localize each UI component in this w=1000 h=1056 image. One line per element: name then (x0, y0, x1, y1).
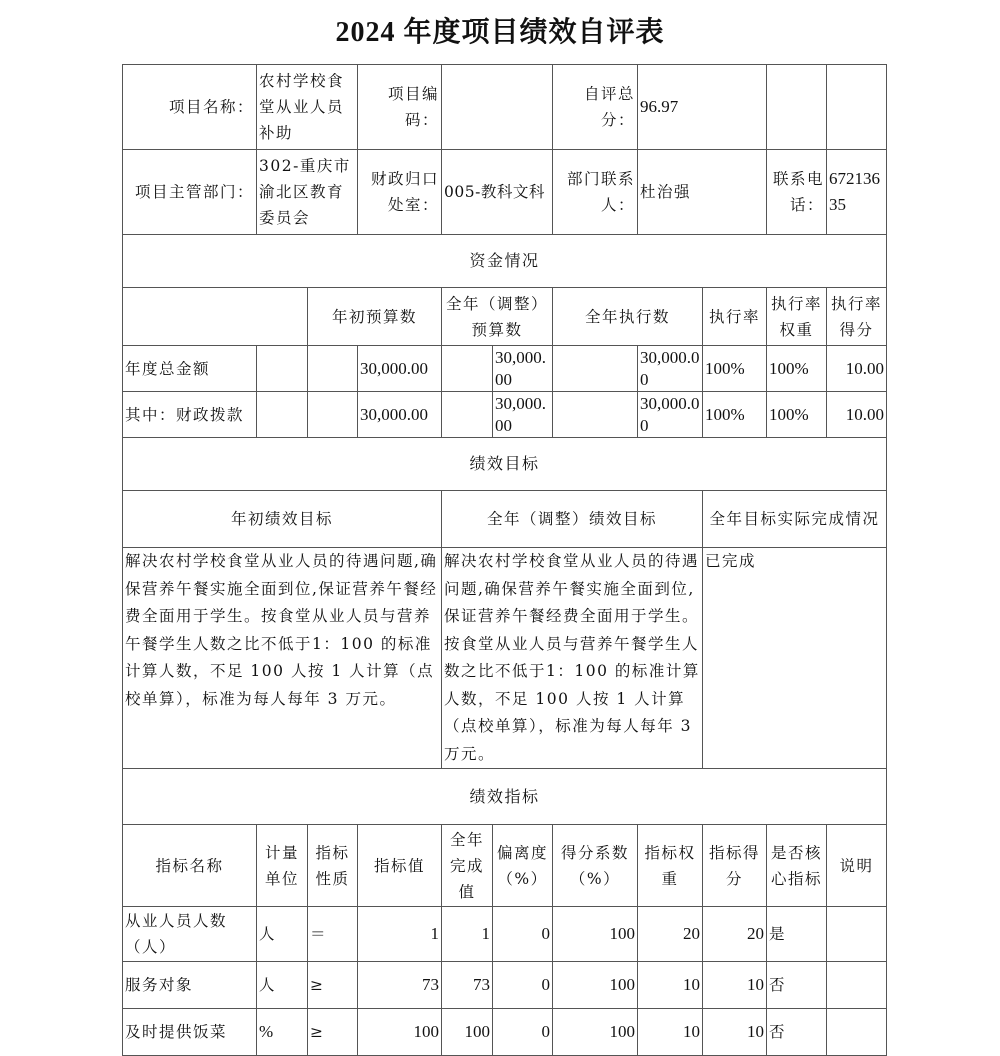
dept-label: 项目主管部门： (123, 150, 257, 235)
empty-cell (442, 346, 493, 392)
empty-cell (827, 65, 887, 150)
ind-name: 从业人员人数（人） (123, 907, 257, 962)
empty-cell (442, 392, 493, 438)
funds-header-row (123, 288, 887, 346)
finance-office-value: 005-教科文科 (442, 150, 553, 235)
ind-header-actual: 全年完成值 (442, 825, 493, 907)
ind-weight: 10 (638, 962, 703, 1009)
dept-value: 302-重庆市渝北区教育委员会 (257, 150, 358, 235)
ind-coef: 100 (553, 962, 638, 1009)
empty-cell (553, 392, 638, 438)
ind-target: 1 (358, 907, 442, 962)
funds-row (123, 392, 887, 438)
ind-note (827, 907, 887, 962)
project-name-label: 项目名称： (123, 65, 257, 150)
ind-nature: ＝ (308, 907, 358, 962)
empty-cell (308, 392, 358, 438)
finance-office-label: 财政归口处室： (358, 150, 442, 235)
ind-core: 是 (767, 907, 827, 962)
initial-goal-text: 解决农村学校食堂从业人员的待遇问题,确保营养午餐实施全面到位,保证营养午餐经费全面用于学生。按食堂从业人员与营养午餐学生人数之比不低于1：100 的标准计算人数，不足 100 人按 1 人计算（点校单算），标准为每人每年 3 万元。 (123, 548, 442, 769)
ind-actual: 73 (442, 962, 493, 1009)
funds-adjusted-budget: 30,000.00 (493, 392, 553, 438)
ind-unit: 人 (257, 962, 308, 1009)
ind-note (827, 962, 887, 1009)
project-name-value: 农村学校食堂从业人员补助 (257, 65, 358, 150)
indicators-header-row (123, 825, 887, 907)
ind-nature: ≥ (308, 1009, 358, 1056)
goals-header-row (123, 491, 887, 548)
ind-target: 100 (358, 1009, 442, 1056)
contact-label: 部门联系人： (553, 150, 638, 235)
ind-unit: % (257, 1009, 308, 1056)
indicators-section-title: 绩效指标 (123, 769, 887, 825)
phone-value: 67213635 (827, 150, 887, 235)
funds-initial-budget: 30,000.00 (358, 346, 442, 392)
ind-header-weight: 指标权重 (638, 825, 703, 907)
funds-adjusted-budget: 30,000.00 (493, 346, 553, 392)
funds-header-executed: 全年执行数 (553, 288, 703, 346)
ind-unit: 人 (257, 907, 308, 962)
funds-row (123, 346, 887, 392)
project-code-label: 项目编码： (358, 65, 442, 150)
ind-nature: ≥ (308, 962, 358, 1009)
ind-header-coef: 得分系数（%） (553, 825, 638, 907)
project-code-value (442, 65, 553, 150)
page-title: 2024 年度项目绩效自评表 (335, 17, 665, 48)
ind-note (827, 1009, 887, 1056)
funds-header-score: 执行率得分 (827, 288, 887, 346)
contact-value: 杜治强 (638, 150, 767, 235)
ind-score: 20 (703, 907, 767, 962)
ind-header-name: 指标名称 (123, 825, 257, 907)
ind-score: 10 (703, 1009, 767, 1056)
ind-deviation: 0 (493, 907, 553, 962)
empty-cell (123, 288, 308, 346)
funds-header-rate: 执行率 (703, 288, 767, 346)
info-row-2 (123, 150, 887, 235)
indicator-row (123, 907, 887, 962)
ind-weight: 10 (638, 1009, 703, 1056)
empty-cell (767, 65, 827, 150)
goals-header-initial: 年初绩效目标 (123, 491, 442, 548)
ind-header-deviation: 偏离度（%） (493, 825, 553, 907)
funds-rate: 100% (703, 392, 767, 438)
ind-core: 否 (767, 1009, 827, 1056)
funds-initial-budget: 30,000.00 (358, 392, 442, 438)
funds-rate: 100% (703, 346, 767, 392)
ind-header-nature: 指标性质 (308, 825, 358, 907)
funds-score: 10.00 (827, 392, 887, 438)
empty-cell (308, 346, 358, 392)
funds-weight: 100% (767, 346, 827, 392)
funds-row-label: 年度总金额 (123, 346, 257, 392)
phone-label: 联系电话： (767, 150, 827, 235)
ind-header-unit: 计量单位 (257, 825, 308, 907)
empty-cell (257, 392, 308, 438)
funds-weight: 100% (767, 392, 827, 438)
goals-header-actual: 全年目标实际完成情况 (703, 491, 887, 548)
performance-table (122, 64, 887, 1056)
ind-coef: 100 (553, 907, 638, 962)
ind-target: 73 (358, 962, 442, 1009)
ind-actual: 1 (442, 907, 493, 962)
info-row-1 (123, 65, 887, 150)
funds-header-adjusted: 全年（调整）预算数 (442, 288, 553, 346)
ind-header-core: 是否核心指标 (767, 825, 827, 907)
funds-executed: 30,000.00 (638, 346, 703, 392)
ind-header-score: 指标得分 (703, 825, 767, 907)
ind-header-note: 说明 (827, 825, 887, 907)
ind-core: 否 (767, 962, 827, 1009)
actual-completion-text: 已完成 (703, 548, 887, 769)
funds-header-weight: 执行率权重 (767, 288, 827, 346)
funds-row-label: 其中：财政拨款 (123, 392, 257, 438)
empty-cell (553, 346, 638, 392)
funds-header-initial: 年初预算数 (308, 288, 442, 346)
goals-header-adjusted: 全年（调整）绩效目标 (442, 491, 703, 548)
ind-name: 及时提供饭菜 (123, 1009, 257, 1056)
ind-header-target: 指标值 (358, 825, 442, 907)
goals-section-title: 绩效目标 (123, 438, 887, 491)
indicator-row (123, 1009, 887, 1056)
self-score-value: 96.97 (638, 65, 767, 150)
self-score-label: 自评总分： (553, 65, 638, 150)
ind-deviation: 0 (493, 1009, 553, 1056)
adjusted-goal-text: 解决农村学校食堂从业人员的待遇问题,确保营养午餐实施全面到位,保证营养午餐经费全面用于学生。按食堂从业人员与营养午餐学生人数之比不低于1：100 的标准计算人数，不足 100 人按 1 人计算（点校单算），标准为每人每年 3 万元。 (442, 548, 703, 769)
ind-score: 10 (703, 962, 767, 1009)
ind-weight: 20 (638, 907, 703, 962)
empty-cell (257, 346, 308, 392)
funds-executed: 30,000.00 (638, 392, 703, 438)
ind-deviation: 0 (493, 962, 553, 1009)
ind-actual: 100 (442, 1009, 493, 1056)
ind-coef: 100 (553, 1009, 638, 1056)
ind-name: 服务对象 (123, 962, 257, 1009)
indicator-row (123, 962, 887, 1009)
goals-content-row (123, 548, 887, 769)
funds-score: 10.00 (827, 346, 887, 392)
funds-section-title: 资金情况 (123, 235, 887, 288)
